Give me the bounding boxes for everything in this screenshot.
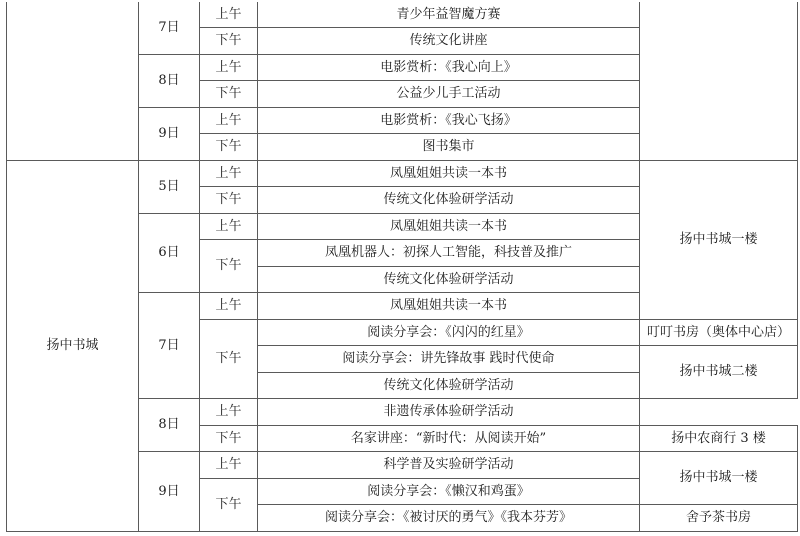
location-cell: 扬中书城二楼 [640, 346, 798, 399]
date-cell: 6日 [139, 213, 200, 293]
date-cell: 8日 [139, 399, 200, 452]
period-cell: 下午 [200, 425, 258, 452]
date-cell: 9日 [139, 452, 200, 532]
period-cell: 上午 [200, 452, 258, 479]
period-cell: 下午 [200, 134, 258, 161]
location-cell: 叮叮书房（奥体中心店） [640, 319, 798, 346]
activity-cell: 阅读分享会：《被讨厌的勇气》《我本芬芳》 [258, 505, 640, 532]
period-cell: 上午 [200, 107, 258, 134]
event-schedule-table [6, 2, 798, 532]
date-cell: 5日 [139, 160, 200, 213]
period-cell: 下午 [200, 81, 258, 108]
period-cell: 下午 [200, 478, 258, 531]
activity-cell: 科学普及实验研学活动 [258, 452, 640, 479]
activity-cell: 阅读分享会：《闪闪的红星》 [258, 319, 640, 346]
date-cell: 8日 [139, 54, 200, 107]
date-cell: 9日 [139, 107, 200, 160]
location-cell: 扬中书城一楼 [640, 452, 798, 505]
table-row [7, 160, 798, 187]
period-cell: 上午 [200, 213, 258, 240]
venue-cell-continued [7, 2, 139, 160]
date-cell: 7日 [139, 2, 200, 54]
period-cell: 上午 [200, 54, 258, 81]
activity-cell: 传统文化体验研学活动 [258, 266, 640, 293]
activity-cell: 阅读分享会：讲先锋故事 践时代使命 [258, 346, 640, 373]
activity-cell: 凤凰姐姐共读一本书 [258, 160, 640, 187]
activity-cell: 传统文化体验研学活动 [258, 372, 640, 399]
activity-cell: 图书集市 [258, 134, 640, 161]
activity-cell: 阅读分享会：《懒汉和鸡蛋》 [258, 478, 640, 505]
period-cell: 上午 [200, 293, 258, 320]
activity-cell: 凤凰姐姐共读一本书 [258, 213, 640, 240]
venue-cell: 扬中书城 [7, 160, 139, 531]
activity-cell: 名家讲座：“新时代：从阅读开始” [258, 425, 640, 452]
period-cell: 下午 [200, 187, 258, 214]
period-cell: 下午 [200, 28, 258, 55]
location-cell: 扬中农商行 3 楼 [640, 425, 798, 452]
activity-cell: 电影赏析：《我心向上》 [258, 54, 640, 81]
date-cell: 7日 [139, 293, 200, 399]
activity-cell: 凤凰机器人：初探人工智能，科技普及推广 [258, 240, 640, 267]
location-cell: 扬中书城一楼 [640, 160, 798, 319]
location-cell: 舍予茶书房 [640, 505, 798, 532]
activity-cell: 凤凰姐姐共读一本书 [258, 293, 640, 320]
activity-cell: 传统文化讲座 [258, 28, 640, 55]
period-cell: 上午 [200, 399, 258, 426]
period-cell: 上午 [200, 2, 258, 28]
activity-cell: 非遗传承体验研学活动 [258, 399, 640, 426]
table-row [7, 2, 798, 28]
period-cell: 上午 [200, 160, 258, 187]
activity-cell: 公益少儿手工活动 [258, 81, 640, 108]
period-cell: 下午 [200, 319, 258, 399]
activity-cell: 青少年益智魔方赛 [258, 2, 640, 28]
location-cell-continued [640, 2, 798, 160]
activity-cell: 电影赏析：《我心飞扬》 [258, 107, 640, 134]
period-cell: 下午 [200, 240, 258, 293]
activity-cell: 传统文化体验研学活动 [258, 187, 640, 214]
